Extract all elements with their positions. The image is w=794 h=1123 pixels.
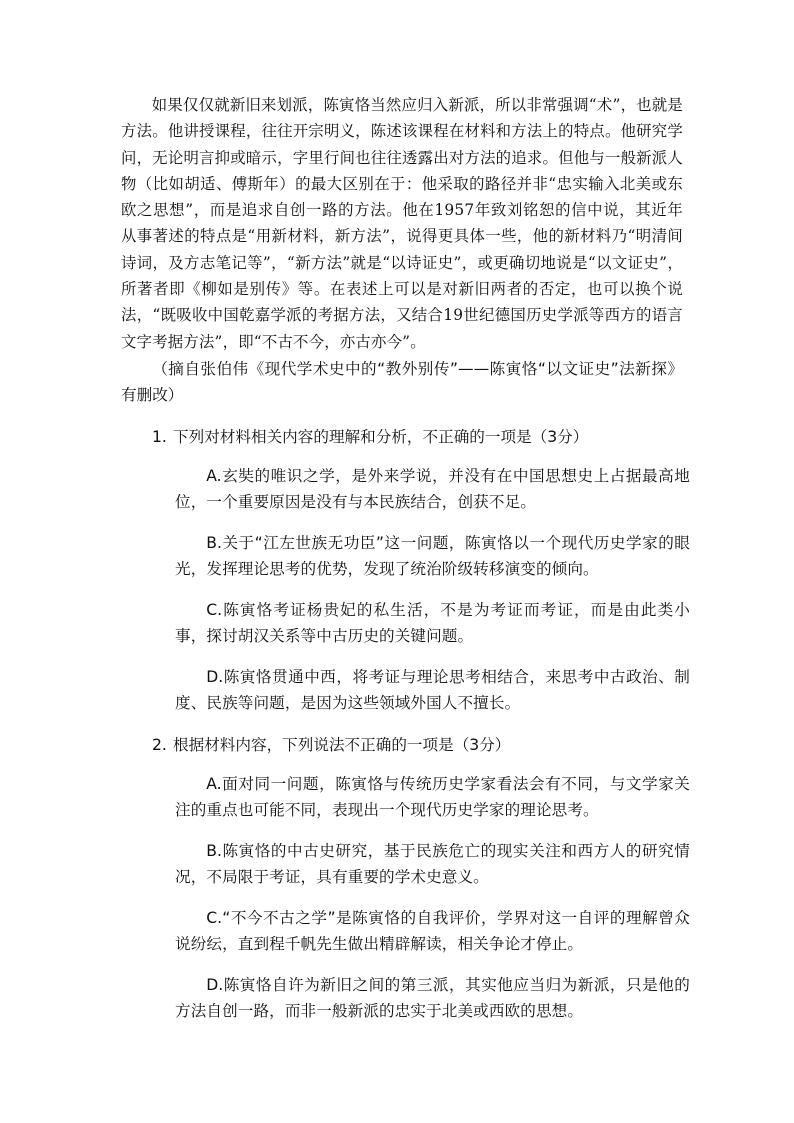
question-2 <box>152 732 692 1039</box>
question-2-option-a: A.面对同一问题，陈寅恪与传统历史学家看法会有不同，与文学家关注的重点也可能不同，表现出一个现代历史学家的理论思考。 <box>175 775 690 819</box>
question-2-option-c: C.“不今不古之学”是陈寅恪的自我评价，学界对这一自评的理解曾众说纷纭，直到程千帆先生做出精辟解读，相关争论才停止。 <box>175 909 690 953</box>
question-1-option-b: B.关于“江左世族无功臣”这一问题，陈寅恪以一个现代历史学家的眼光，发挥理论思考的优势，发现了统治阶级转移演变的倾向。 <box>175 534 690 578</box>
question-1-option-a: A.玄奘的唯识之学，是外来学说，并没有在中国思想史上占据最高地位，一个重要原因是没有与本民族结合，创获不足。 <box>175 467 690 511</box>
question-2-stem <box>152 732 692 758</box>
question-2-option-b: B.陈寅恪的中古史研究，基于民族危亡的现实关注和西方人的研究情况，不局限于考证，具有重要的学术史意义。 <box>175 842 690 886</box>
question-1-option-c: C.陈寅恪考证杨贵妃的私生活，不是为考证而考证，而是由此类小事，探讨胡汉关系等中古历史的关键问题。 <box>175 601 690 645</box>
question-2-text: 根据材料内容，下列说法不正确的一项是（3分） <box>173 736 511 754</box>
question-2-option-d: D.陈寅恪自许为新旧之间的第三派，其实他应当归为新派，只是他的方法自创一路，而非一般新派的忠实于北美或西欧的思想。 <box>175 976 690 1020</box>
question-1-stem <box>152 424 692 450</box>
question-1-option-d: D.陈寅恪贯通中西，将考证与理论思考相结合，来思考中古政治、制度、民族等问题，是因为这些领域外国人不擅长。 <box>175 668 690 712</box>
question-1-number: 1. <box>152 428 167 446</box>
question-1-text: 下列对材料相关内容的理解和分析，不正确的一项是（3分） <box>173 428 589 446</box>
passage-paragraph: 如果仅仅就新旧来划派，陈寅恪当然应归入新派，所以非常强调“术”，也就是方法。他讲授课程，往往开宗明义，陈述该课程在材料和方法上的特点。他研究学问，无论明言抑或暗示，字里行间也往往透露出对方法的追求。但他与一般新派人物（比如胡适、傅斯年）的最大区别在于：他采取的路径并非“忠实输入北美或东欧之思想”，而是追求自创一路的方法。他在1957年致刘铭恕的信中说，其近年从事著述的特点是“用新材料，新方法”，说得更具体一些，他的新材料乃“明清间诗词，及方志笔记等”，“新方法”就是“以诗证史”，或更确切地说是“以文证史”，所著者即《柳如是别传》等。在表述上可以是对新旧两者的否定，也可以换个说法，“既吸收中国乾嘉学派的考据方法，又结合19世纪德国历史学派等西方的语言文字考据方法”，即“不古不今，亦古亦今”。 <box>121 96 683 351</box>
question-1 <box>152 424 692 731</box>
source-citation: （摘自张伯伟《现代学术史中的“教外别传”——陈寅恪“以文证史”法新探》有删改） <box>121 360 683 404</box>
question-2-number: 2. <box>152 736 167 754</box>
